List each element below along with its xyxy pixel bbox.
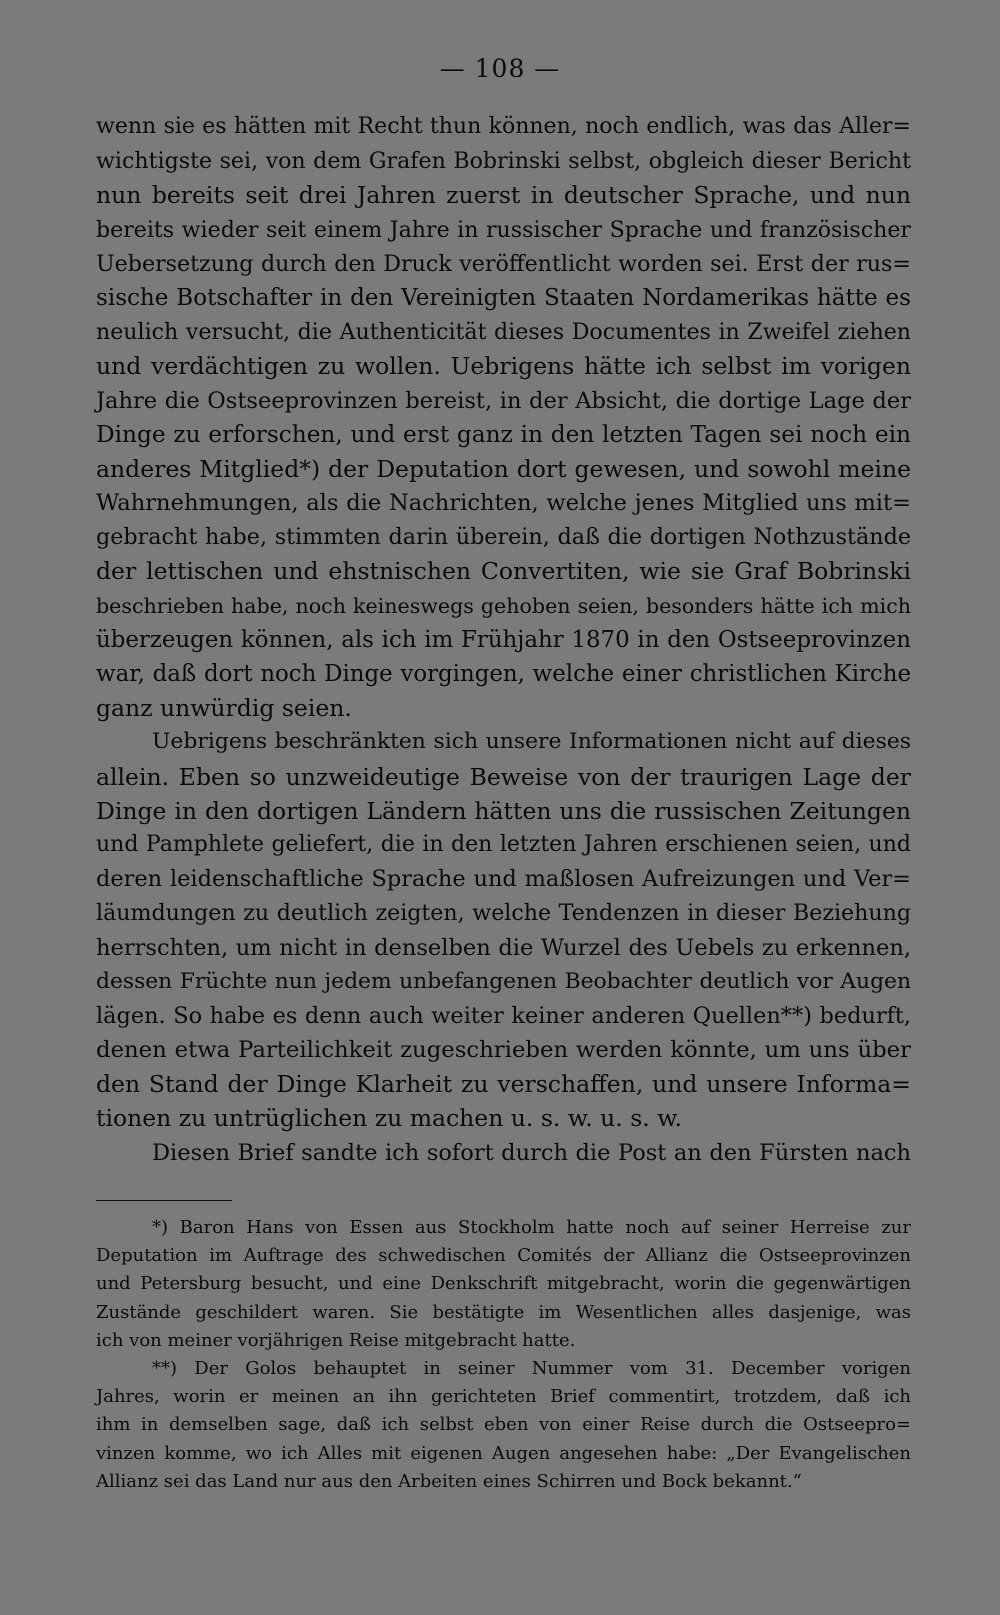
footnote-line: *) Baron Hans von Essen aus Stockholm hatte noch auf seiner Herreise zur bbox=[152, 1217, 911, 1238]
text-line: dessen Früchte nun jedem unbefangenen Beobachter deutlich vor Augen bbox=[96, 968, 911, 994]
text-line: läumdungen zu deutlich zeigten, welche Tendenzen in dieser Beziehung bbox=[96, 900, 911, 927]
text-line: den Stand der Dinge Klarheit zu verschaffen, und unsere Informa= bbox=[96, 1070, 911, 1099]
page-number: — 108 — bbox=[439, 54, 561, 83]
text-line: Jahre die Ostseeprovinzen bereist, in der Absicht, die dortige Lage der bbox=[96, 387, 911, 414]
text-line: Dinge in den dortigen Ländern hätten uns die russischen Zeitungen bbox=[96, 796, 911, 825]
text-line: nun bereits seit drei Jahren zuerst in deutscher Sprache, und nun bbox=[96, 181, 911, 210]
footnote-line: und Petersburg besucht, und eine Denkschrift mitgebracht, worin die gegenwärtigen bbox=[96, 1273, 911, 1295]
footnote-line: **) Der Golos behauptet in seiner Nummer vom 31. December vorigen bbox=[152, 1357, 911, 1379]
text-line: sische Botschafter in den Vereinigten Staaten Nordamerikas hätte es bbox=[96, 284, 911, 311]
text-line: herrschten, um nicht in denselben die Wurzel des Uebels zu erkennen, bbox=[96, 934, 911, 961]
text-line: überzeugen können, als ich im Frühjahr 1870 in den Ostseeprovinzen bbox=[96, 626, 911, 653]
text-line: gebracht habe, stimmten darin überein, daß die dortigen Nothzustände bbox=[96, 524, 911, 551]
text-line: und Pamphlete geliefert, die in den letzten Jahren erschienen seien, und bbox=[96, 831, 911, 857]
text-line: bereits wieder seit einem Jahre in russischer Sprache und französischer bbox=[96, 216, 911, 243]
footnote-line: ich von meiner vorjährigen Reise mitgebracht hatte. bbox=[96, 1329, 576, 1351]
text-line: neulich versucht, die Authenticität dieses Documentes in Zweifel ziehen bbox=[96, 319, 911, 346]
footnote-line: vinzen komme, wo ich Alles mit eigenen Augen angesehen habe: „Der Evangelischen bbox=[96, 1442, 911, 1464]
main-text bbox=[96, 110, 911, 1170]
text-line: der lettischen und ehstnischen Convertiten, wie sie Graf Bobrinski bbox=[96, 557, 911, 586]
text-line: denen etwa Parteilichkeit zugeschrieben werden könnte, um uns über bbox=[96, 1037, 911, 1064]
footnote-line: ihm in demselben sage, daß ich selbst eben von einer Reise durch die Ostseepro= bbox=[96, 1414, 911, 1436]
text-line: und verdächtigen zu wollen. Uebrigens hätte ich selbst im vorigen bbox=[96, 352, 911, 381]
text-line: wenn sie es hätten mit Recht thun können, noch endlich, was das Aller= bbox=[96, 114, 911, 139]
footnote-line: Zustände geschildert waren. Sie bestätigte im Wesentlichen alles dasjenige, was bbox=[96, 1301, 911, 1323]
text-line: deren leidenschaftliche Sprache und maßlosen Aufreizungen und Ver= bbox=[96, 866, 911, 893]
footnote-line: Deputation im Auftrage des schwedischen Comités der Allianz die Ostseeprovinzen bbox=[96, 1245, 911, 1267]
footnotes bbox=[96, 1214, 911, 1496]
text-line: lägen. So habe es denn auch weiter keiner anderen Quellen**) bedurft, bbox=[96, 1002, 911, 1029]
footnote-separator bbox=[96, 1200, 232, 1201]
text-line: tionen zu untrüglichen zu machen u. s. w. u. s. w. bbox=[96, 1104, 683, 1133]
text-line: wichtigste sei, von dem Grafen Bobrinski selbst, obgleich dieser Bericht bbox=[96, 148, 911, 175]
text-line: war, daß dort noch Dinge vorgingen, welche einer christlichen Kirche bbox=[96, 661, 911, 687]
text-line: anderes Mitglied*) der Deputation dort gewesen, und sowohl meine bbox=[96, 454, 911, 483]
paragraph-start-line: Diesen Brief sandte ich sofort durch die Post an den Fürsten nach bbox=[152, 1139, 911, 1166]
paragraph-start-line: Uebrigens beschränkten sich unsere Informationen nicht auf dieses bbox=[152, 729, 911, 755]
text-line: Wahrnehmungen, als die Nachrichten, welche jenes Mitglied uns mit= bbox=[96, 490, 911, 517]
text-line: beschrieben habe, noch keineswegs gehoben seien, besonders hätte ich mich bbox=[96, 593, 911, 618]
text-line: ganz unwürdig seien. bbox=[96, 694, 352, 723]
text-line: Dinge zu erforschen, und erst ganz in den letzten Tagen sei noch ein bbox=[96, 420, 911, 448]
text-line: Uebersetzung durch den Druck veröffentlicht worden sei. Erst der rus= bbox=[96, 250, 911, 277]
footnote-line: Jahres, worin er meinen an ihn gerichteten Brief commentirt, trotzdem, daß ich bbox=[96, 1386, 911, 1408]
text-line: allein. Eben so unzweideutige Beweise von der traurigen Lage der bbox=[96, 762, 911, 791]
footnote-line: Allianz sei das Land nur aus den Arbeiten eines Schirren und Bock bekannt.“ bbox=[96, 1470, 802, 1492]
